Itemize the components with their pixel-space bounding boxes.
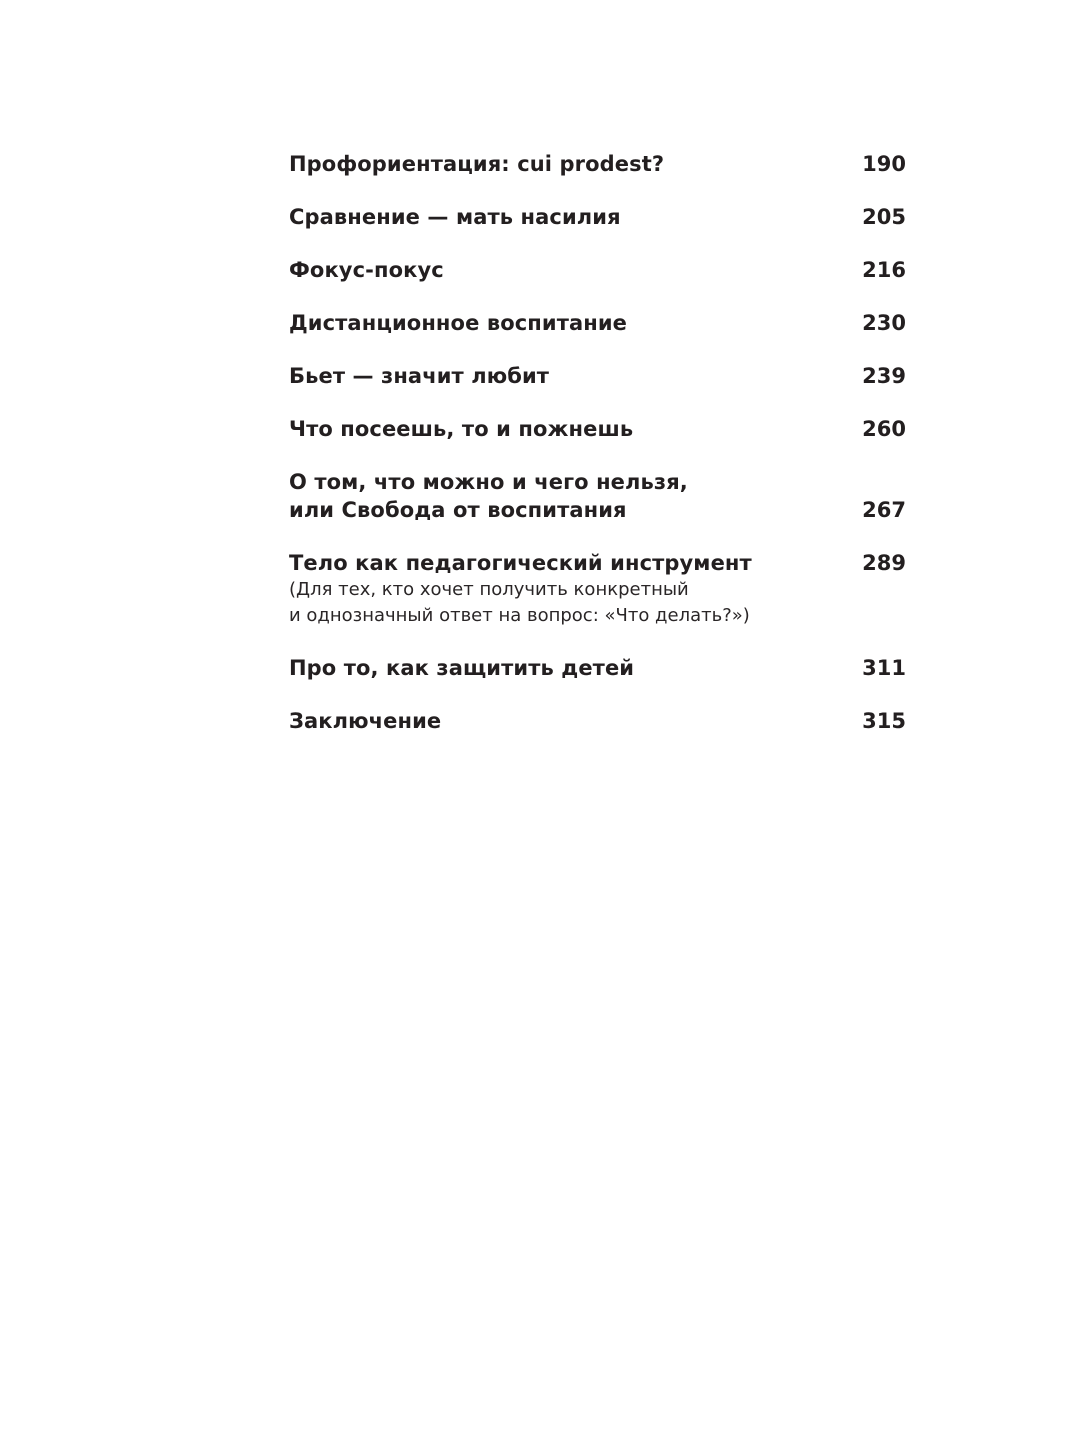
toc-entry-title: Заключение	[289, 709, 442, 733]
toc-entry[interactable]	[289, 150, 906, 178]
toc-entry-page: 315	[862, 709, 906, 733]
toc-entry[interactable]	[289, 309, 906, 337]
toc-entry-title: Про то, как защитить детей	[289, 656, 635, 680]
toc-entry-page: 289	[862, 551, 906, 575]
toc-entry-title: Бьет — значит любит	[289, 364, 550, 388]
toc-entry[interactable]	[289, 654, 906, 682]
toc-entry[interactable]	[289, 707, 906, 735]
toc-entry-title-line-1: О том, что можно и чего нельзя,	[289, 470, 688, 494]
toc-entry[interactable]	[289, 362, 906, 390]
toc-entry-title-line-2: или Свобода от воспитания	[289, 498, 627, 522]
toc-entry[interactable]	[289, 415, 906, 443]
toc-entry-title: Сравнение — мать насилия	[289, 205, 621, 229]
toc-entry-subtitle-line-1: (Для тех, кто хочет получить конкретный	[289, 579, 689, 600]
toc-entry-title: Тело как педагогический инструмент	[289, 551, 752, 575]
toc-entry-title: Профориентация: cui prodest?	[289, 152, 665, 176]
toc-entry-page: 205	[862, 205, 906, 229]
toc-entry[interactable]	[289, 549, 906, 629]
toc-entry-page: 260	[862, 417, 906, 441]
toc-entry-subtitle-line-2: и однозначный ответ на вопрос: «Что делать?»)	[289, 605, 750, 626]
table-of-contents	[289, 150, 906, 760]
toc-entry-page: 267	[862, 498, 906, 522]
toc-entry-title: Что посеешь, то и пожнешь	[289, 417, 634, 441]
toc-entry-page: 311	[862, 656, 906, 680]
toc-entry[interactable]	[289, 256, 906, 284]
toc-entry-title: Фокус-покус	[289, 258, 444, 282]
toc-entry[interactable]	[289, 468, 906, 524]
toc-entry[interactable]	[289, 203, 906, 231]
toc-entry-page: 216	[862, 258, 906, 282]
toc-entry-page: 239	[862, 364, 906, 388]
toc-entry-page: 230	[862, 311, 906, 335]
toc-entry-page: 190	[862, 152, 906, 176]
toc-entry-title: Дистанционное воспитание	[289, 311, 628, 335]
